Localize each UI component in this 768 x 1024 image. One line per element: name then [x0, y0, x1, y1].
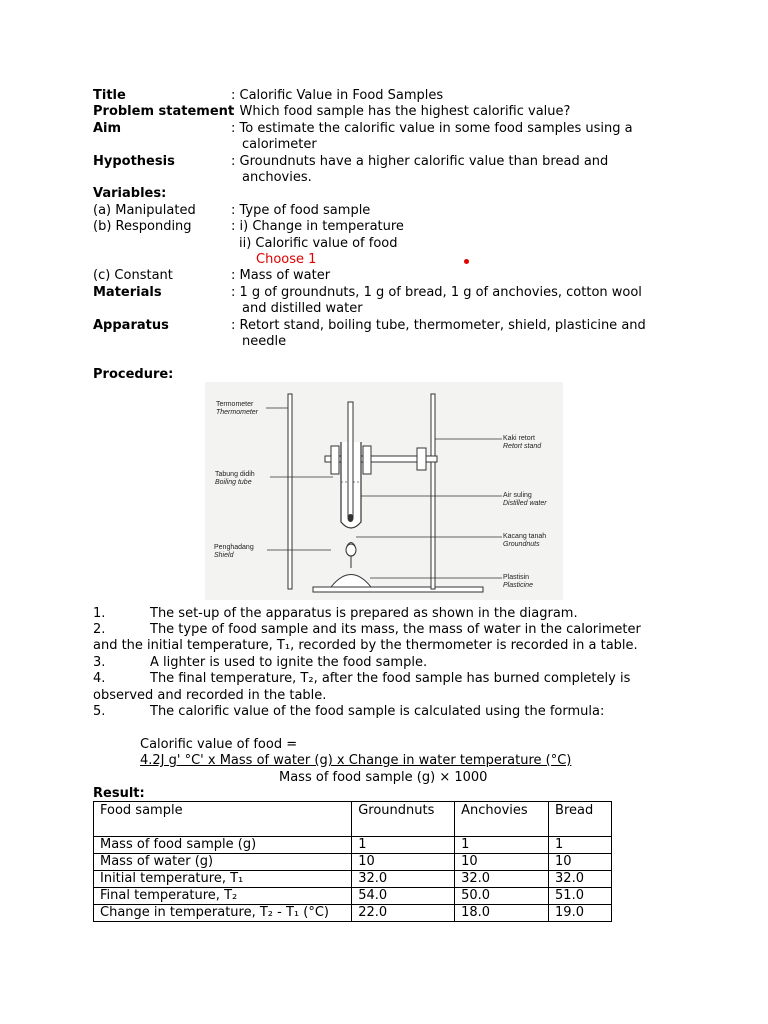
manipulated-value: : Type of food sample — [231, 203, 371, 218]
table-row — [94, 888, 612, 905]
label-boiling-tube-ms: Tabung didih — [215, 471, 255, 478]
hypothesis-label: Hypothesis — [93, 154, 175, 169]
aim-value: : To estimate the calorific value in some food samples using a — [231, 121, 633, 136]
retort-base — [313, 587, 483, 592]
table-cell: 22.0 — [352, 905, 455, 922]
table-cell: 32.0 — [455, 871, 549, 888]
title-value: : Calorific Value in Food Samples — [231, 88, 444, 103]
label-retort-ms: Kaki retort — [503, 435, 535, 442]
responding-value: : i) Change in temperature — [231, 219, 404, 234]
hypothesis-value: : Groundnuts have a higher calorific value than bread and — [231, 154, 609, 169]
table-cell: Mass of food sample (g) — [94, 837, 352, 854]
thermometer — [348, 402, 353, 517]
constant-label: (c) Constant — [93, 268, 173, 283]
table-cell: 32.0 — [549, 871, 612, 888]
hypothesis-value-cont: anchovies. — [242, 170, 312, 185]
table-cell: Final temperature, T₂ — [94, 888, 352, 905]
table-cell: Change in temperature, T₂ - T₁ (°C) — [94, 905, 352, 922]
result-heading: Result: — [93, 786, 145, 801]
step-text-cont: and the initial temperature, T₁, recorded by the thermometer is recorded in a table. — [93, 638, 638, 653]
table-cell: 51.0 — [549, 888, 612, 905]
table-cell: 50.0 — [455, 888, 549, 905]
materials-label: Materials — [93, 285, 162, 300]
label-plasticine-en: Plasticine — [503, 582, 533, 589]
table-cell: 1 — [455, 837, 549, 854]
step-number: 2. — [93, 622, 106, 637]
label-boiling-tube-en: Boiling tube — [215, 479, 252, 486]
step-number: 4. — [93, 671, 106, 686]
table-row — [94, 854, 612, 871]
table-row — [94, 837, 612, 854]
bullet-icon — [464, 259, 469, 264]
label-thermometer-ms: Termometer — [216, 401, 254, 408]
responding-value-2: ii) Calorific value of food — [239, 236, 398, 251]
materials-value-cont: and distilled water — [242, 301, 363, 316]
step-text-cont: observed and recorded in the table. — [93, 688, 327, 703]
table-cell: 32.0 — [352, 871, 455, 888]
step-number: 3. — [93, 655, 106, 670]
title-label: Title — [93, 88, 126, 103]
table-cell: Initial temperature, T₁ — [94, 871, 352, 888]
materials-value: : 1 g of groundnuts, 1 g of bread, 1 g of anchovies, cotton wool — [231, 285, 642, 300]
apparatus-value: : Retort stand, boiling tube, thermometer, shield, plasticine and — [231, 318, 646, 333]
step-text: The type of food sample and its mass, the mass of water in the calorimeter — [150, 622, 641, 637]
procedure-heading: Procedure: — [93, 367, 174, 382]
table-cell: 1 — [352, 837, 455, 854]
table-header-cell: Food sample — [94, 802, 352, 837]
table-cell: 19.0 — [549, 905, 612, 922]
label-water-ms: Air suling — [503, 492, 532, 499]
table-header-row — [94, 802, 612, 837]
step-text: The set-up of the apparatus is prepared as shown in the diagram. — [150, 606, 578, 621]
table-cell: 10 — [352, 854, 455, 871]
table-cell: 54.0 — [352, 888, 455, 905]
formula-label: Calorific value of food = — [140, 737, 298, 752]
result-table — [93, 801, 612, 922]
groundnut — [346, 544, 356, 556]
step-text: A lighter is used to ignite the food sample. — [150, 655, 428, 670]
manipulated-label: (a) Manipulated — [93, 203, 196, 218]
choose-text: Choose 1 — [256, 252, 317, 267]
thermometer-bulb — [348, 514, 354, 522]
apparatus-value-cont: needle — [242, 334, 287, 349]
label-shield-en: Shield — [214, 552, 234, 559]
table-cell: 1 — [549, 837, 612, 854]
variables-heading: Variables: — [93, 186, 167, 201]
label-water-en: Distilled water — [503, 500, 547, 507]
left-retort-rod — [288, 394, 292, 589]
aim-label: Aim — [93, 121, 122, 136]
step-text: The final temperature, T₂, after the food sample has burned completely is — [150, 671, 631, 686]
label-plasticine-ms: Plastisin — [503, 574, 530, 581]
formula-numerator: 4.2J g' °C' x Mass of water (g) x Change in water temperature (°C) — [140, 753, 572, 768]
step-number: 1. — [93, 606, 106, 621]
clamp-jaw-left — [331, 446, 339, 474]
table-row — [94, 905, 612, 922]
step-text: The calorific value of the food sample is calculated using the formula: — [150, 704, 605, 719]
constant-value: : Mass of water — [231, 268, 331, 283]
clamp-jaw-right — [363, 446, 371, 474]
table-cell: 18.0 — [455, 905, 549, 922]
formula-denominator: Mass of food sample (g) × 1000 — [279, 770, 488, 785]
table-row — [94, 871, 612, 888]
apparatus-diagram — [205, 382, 563, 600]
label-groundnut-en: Groundnuts — [503, 541, 540, 548]
table-header-cell: Bread — [549, 802, 612, 837]
step-number: 5. — [93, 704, 106, 719]
label-thermometer-en: Thermometer — [216, 409, 259, 416]
choose-note — [231, 252, 331, 268]
label-retort-en: Retort stand — [503, 443, 542, 450]
boss-head — [417, 448, 426, 470]
problem-label: Problem statement — [93, 104, 235, 119]
table-cell: 10 — [549, 854, 612, 871]
aim-value-cont: calorimeter — [242, 137, 317, 152]
right-retort-rod — [431, 394, 435, 589]
problem-value: : Which food sample has the highest calorific value? — [231, 104, 571, 119]
responding-label: (b) Responding — [93, 219, 192, 234]
label-shield-ms: Penghadang — [214, 544, 254, 551]
table-cell: 10 — [455, 854, 549, 871]
table-header-cell: Groundnuts — [352, 802, 455, 837]
label-groundnut-ms: Kacang tanah — [503, 533, 547, 540]
table-cell: Mass of water (g) — [94, 854, 352, 871]
table-header-cell: Anchovies — [455, 802, 549, 837]
apparatus-label: Apparatus — [93, 318, 169, 333]
